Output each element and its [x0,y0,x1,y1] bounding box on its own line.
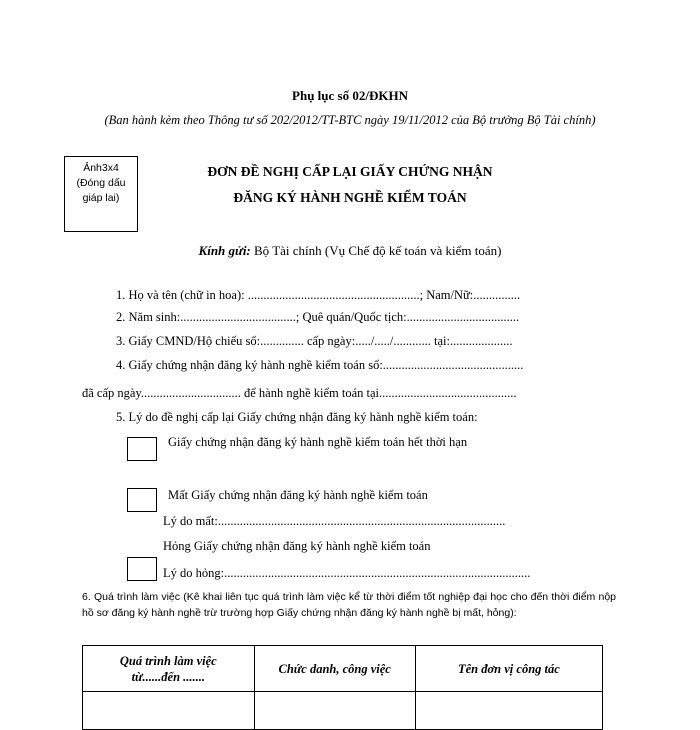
work-history-instructions: 6. Quá trình làm việc (Kê khai liên tục quá trình làm việc kể từ thời điểm tốt nghiệp đại học cho đến thời điểm nộp hồ sơ đăng ký hành nghề trừ trường hợp Giấy chứng nhận đăng ký hành nghề bị mất, hỏng): [82,591,616,619]
column-header-period-line2: từ......đến ....... [131,669,206,684]
table-header-row [83,646,603,692]
table-row [83,692,603,730]
form-title-line-1: ĐƠN ĐỀ NGHỊ CẤP LẠI GIẤY CHỨNG NHẬN [207,164,493,179]
field-certificate-number[interactable]: 4. Giấy chứng nhận đăng ký hành nghề kiểm toán số:............................................. [116,358,524,372]
column-header-position: Chức danh, công việc [254,646,415,692]
field-birth-year[interactable]: 2. Năm sinh:.....................................; Quê quán/Quốc tịch:.................................... [116,310,520,324]
reason-heading: 5. Lý do đề nghị cấp lại Giấy chứng nhận đăng ký hành nghề kiểm toán: [116,410,478,424]
issuance-note: (Ban hành kèm theo Thông tư số 202/2012/TT-BTC ngày 19/11/2012 của Bộ trưởng Bộ Tài chính) [104,113,596,127]
column-header-period [83,646,255,692]
option-lost-label: Mất Giấy chứng nhận đăng ký hành nghề kiểm toán [168,488,428,502]
form-title-line-2: ĐĂNG KÝ HÀNH NGHỀ KIỂM TOÁN [233,190,467,205]
table-cell-organization[interactable] [415,692,602,730]
checkbox-damaged[interactable] [127,557,157,581]
recipient-text: Bộ Tài chính (Vụ Chế độ kế toán và kiểm toán) [250,243,502,258]
field-damaged-reason[interactable]: Lý do hỏng:.................................................................................................. [163,566,531,580]
recipient-label: Kính gửi: [198,243,251,258]
checkbox-lost[interactable] [127,488,157,512]
option-damaged-label: Hỏng Giấy chứng nhận đăng ký hành nghề kiểm toán [163,539,431,553]
field-lost-reason[interactable]: Lý do mất:............................................................................................ [163,514,506,528]
column-header-period-line1: Quá trình làm việc [119,653,217,668]
table-cell-position[interactable] [254,692,415,730]
photo-note-2: giáp lai) [82,192,120,204]
checkbox-expired[interactable] [127,437,157,461]
field-full-name[interactable]: 1. Họ và tên (chữ in hoa): .......................................................; Nam/Nữ:............... [116,288,521,302]
appendix-number: Phụ lục số 02/ĐKHN [292,88,408,103]
table-cell-period[interactable] [83,692,255,730]
photo-note-1: (Đóng dấu [76,177,126,189]
recipient [0,243,700,259]
field-issue-date[interactable]: đã cấp ngày................................ để hành nghề kiểm toán tại............................................ [82,386,517,400]
field-id-card[interactable]: 3. Giấy CMND/Hộ chiếu số:.............. cấp ngày:...../...../............ tại:.................... [116,334,513,348]
option-expired-label: Giấy chứng nhận đăng ký hành nghề kiểm toán hết thời hạn [168,435,468,449]
work-history-table [82,645,603,730]
photo-label: Ảnh3x4 [83,162,119,174]
column-header-organization: Tên đơn vị công tác [415,646,602,692]
